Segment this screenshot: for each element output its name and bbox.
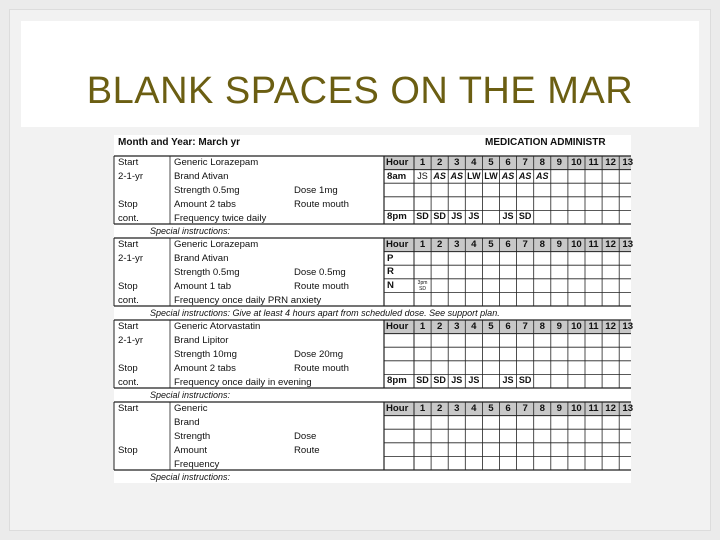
day-header: 5 (488, 403, 494, 414)
hour-cell: R (387, 266, 394, 278)
initials-cell: LW (484, 170, 498, 181)
day-header: 8 (539, 157, 545, 168)
generic-field: Generic Lorazepam (174, 239, 259, 250)
hour-cell: 8pm (387, 211, 407, 223)
hour-cell: N (387, 279, 394, 291)
day-header: 10 (571, 321, 582, 332)
brand-field: Brand (174, 417, 200, 428)
day-header: 11 (588, 239, 599, 250)
initials-cell: JS (468, 211, 480, 222)
cont-label: cont. (118, 377, 139, 388)
amount-field: Amount 1 tab (174, 281, 232, 292)
day-header: 8 (539, 403, 545, 414)
day-header: 5 (488, 321, 494, 332)
day-header: 12 (605, 403, 616, 414)
initials-cell: JS (502, 211, 514, 222)
frequency-field: Frequency twice daily (174, 213, 267, 224)
day-header: 8 (539, 321, 545, 332)
day-header: 4 (471, 403, 477, 414)
route-field: Route mouth (294, 363, 349, 374)
day-header: 2 (436, 239, 443, 250)
hour-header: Hour (386, 157, 409, 168)
day-header: 3 (454, 157, 460, 168)
day-header: 10 (571, 403, 582, 414)
grid-lines (114, 320, 631, 402)
amount-field: Amount (174, 445, 208, 456)
day-header: 7 (522, 157, 528, 168)
start-date: 2-1-yr (118, 253, 144, 264)
stop-label: Stop (118, 281, 138, 292)
start-label: Start (118, 403, 139, 414)
initials-cell: SD (433, 375, 446, 386)
day-header: 3 (454, 403, 460, 414)
hour-cell: 8am (387, 170, 407, 182)
mar-sheet (114, 135, 634, 483)
route-field: Route (294, 445, 320, 456)
day-header: 7 (522, 403, 528, 414)
initials-cell: JS (417, 170, 428, 181)
month-year-label: Month and Year: March yr (118, 137, 241, 148)
day-header: 6 (505, 157, 511, 168)
initials-cell: SD (416, 211, 429, 222)
day-header: 1 (419, 403, 426, 414)
amount-field: Amount 2 tabs (174, 199, 236, 210)
med-block (114, 320, 634, 402)
day-header: 4 (471, 157, 477, 168)
day-header: 6 (505, 239, 511, 250)
dose-field: Dose 1mg (294, 185, 338, 196)
day-header: 13 (622, 321, 634, 332)
day-header: 1 (419, 239, 426, 250)
initials-cell: SD (518, 211, 532, 222)
stop-label: Stop (118, 445, 138, 456)
day-header: 11 (588, 157, 599, 168)
day-header: 13 (622, 157, 634, 168)
initials-cell: JS (451, 211, 463, 222)
brand-field: Brand Ativan (174, 253, 229, 264)
hour-header: Hour (386, 403, 409, 414)
initials-cell: AS (535, 170, 549, 181)
strength-field: Strength 0.5mg (174, 267, 240, 278)
med-block (114, 402, 634, 484)
day-header: 2 (436, 321, 443, 332)
brand-field: Brand Ativan (174, 171, 229, 182)
hour-cell: 8pm (387, 375, 407, 387)
start-label: Start (118, 239, 139, 250)
mar-header (114, 135, 631, 155)
day-header: 2 (436, 403, 443, 414)
day-header: 6 (505, 403, 511, 414)
hour-header: Hour (386, 321, 409, 332)
title-box (21, 21, 699, 127)
start-date: 2-1-yr (118, 171, 144, 182)
day-header: 12 (605, 157, 616, 168)
strength-field: Strength 0.5mg (174, 185, 240, 196)
hour-cell: P (387, 252, 394, 264)
grid-lines (114, 156, 631, 238)
day-header: 6 (505, 321, 511, 332)
special-instructions: Special instructions: Give at least 4 hours apart from scheduled dose. See support plan. (150, 308, 500, 318)
day-header: 10 (571, 239, 582, 250)
frequency-field: Frequency (174, 459, 220, 470)
day-header: 3 (454, 239, 460, 250)
amount-field: Amount 2 tabs (174, 363, 236, 374)
day-header: 11 (588, 403, 599, 414)
initials-cell: SD (416, 375, 429, 386)
initials-cell: JS (502, 375, 514, 386)
day-header: 4 (471, 321, 477, 332)
special-instructions: Special instructions: (150, 226, 231, 236)
day-header: 9 (556, 403, 563, 414)
route-field: Route mouth (294, 199, 349, 210)
start-label: Start (118, 321, 139, 332)
day-header: 4 (471, 239, 477, 250)
initials-cell: AS (518, 170, 532, 181)
special-instructions: Special instructions: (150, 390, 231, 400)
initials-cell: LW (467, 170, 481, 181)
dose-field: Dose 20mg (294, 349, 344, 360)
start-label: Start (118, 157, 139, 168)
strength-field: Strength 10mg (174, 349, 237, 360)
day-header: 13 (622, 239, 634, 250)
slide-title: BLANK SPACES ON THE MAR (86, 70, 634, 112)
initials-cell: AS (501, 170, 515, 181)
generic-field: Generic Lorazepam (174, 157, 259, 168)
frequency-field: Frequency once daily PRN anxiety (174, 295, 322, 306)
dose-field: Dose 0.5mg (294, 267, 346, 278)
initials-cell: 3pm SD (417, 279, 428, 292)
day-header: 5 (488, 239, 494, 250)
hour-header: Hour (386, 239, 409, 250)
route-field: Route mouth (294, 281, 349, 292)
day-header: 7 (522, 321, 528, 332)
day-header: 12 (605, 321, 616, 332)
cont-label: cont. (118, 295, 139, 306)
initials-cell: AS (450, 170, 463, 181)
day-header: 10 (571, 157, 582, 168)
stop-label: Stop (118, 363, 138, 374)
initials-cell: JS (451, 375, 463, 386)
day-header: 9 (556, 239, 563, 250)
grid-lines (114, 238, 631, 320)
day-header: 9 (556, 157, 563, 168)
initials-cell: SD (518, 375, 532, 386)
medication-administration-label: MEDICATION ADMINISTR (485, 137, 606, 148)
day-header: 3 (454, 321, 460, 332)
day-header: 1 (419, 321, 426, 332)
initials-cell: SD (433, 211, 446, 222)
initials-cell: AS (433, 170, 446, 181)
med-block (114, 156, 634, 238)
cont-label: cont. (118, 213, 139, 224)
day-header: 9 (556, 321, 563, 332)
initials-cell: JS (468, 375, 480, 386)
day-header: 8 (539, 239, 545, 250)
stop-label: Stop (118, 199, 138, 210)
day-header: 13 (622, 403, 634, 414)
day-header: 11 (588, 321, 599, 332)
med-block (114, 238, 634, 320)
day-header: 1 (419, 157, 426, 168)
day-header: 12 (605, 239, 616, 250)
day-header: 5 (488, 157, 494, 168)
day-header: 2 (436, 157, 443, 168)
generic-field: Generic Atorvastatin (174, 321, 261, 332)
day-header: 7 (522, 239, 528, 250)
start-date: 2-1-yr (118, 335, 144, 346)
grid-lines (114, 402, 631, 484)
strength-field: Strength (174, 431, 211, 442)
brand-field: Brand Lipitor (174, 335, 229, 346)
dose-field: Dose (294, 431, 317, 442)
special-instructions: Special instructions: (150, 472, 231, 482)
generic-field: Generic (174, 403, 208, 414)
frequency-field: Frequency once daily in evening (174, 377, 312, 388)
